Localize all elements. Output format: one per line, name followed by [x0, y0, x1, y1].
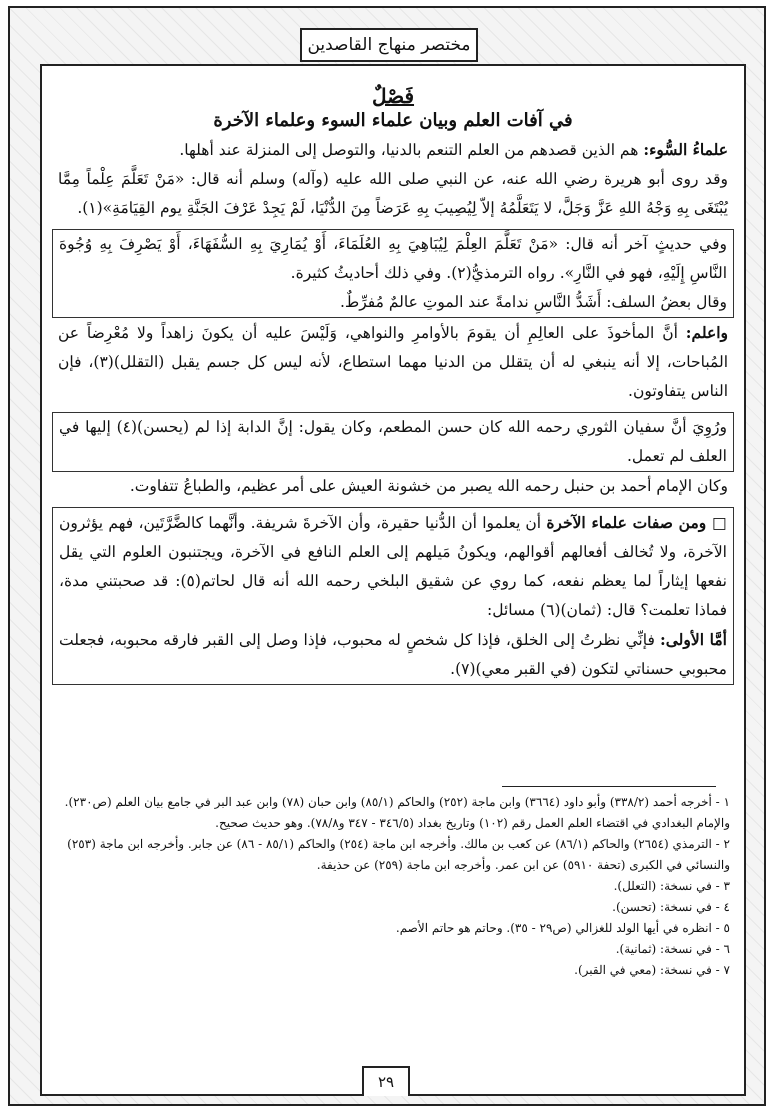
paragraph-7: وكان الإمام أحمد بن حنبل رحمه الله يصبر من خشونة العيش على أمر عظيم، والطباعُ تتفاوت. [129, 477, 728, 495]
footnote: ٧ - في نسخة: (معي في القبر). [574, 963, 730, 977]
paragraph-3: وفي حديثٍ آخر أنه قال: «مَنْ تَعَلَّمَ العِلْمَ لِيُبَاهِيَ بِهِ العُلَمَاءَ، أَوْ يُمَارِيَ بِهِ السُّفَهَاءَ، أَوْ يَصْرِفَ بِهِ وُجُوهَ النَّاسِ إِلَيْهِ، فهو في النَّارِ». رواه الترمذيُّ(٢). وفي ذلك أحاديثُ كثيرة. [59, 235, 727, 282]
keyword: واعلم: [685, 323, 728, 342]
paragraph-text: فإنِّي نظرتُ إلى الخلق، فإذا كل شخصٍ له محبوب، فإذا وصل إلى القبر فارقه محبوبه، فجعلت محبوبي حسناتي لتكون (في القبر معي)(٧). [59, 631, 727, 678]
boxed-text [52, 412, 734, 472]
footnote: ٢ - الترمذي (٢٦٥٤) والحاكم (٨٦/١) عن كعب بن مالك. وأخرجه ابن ماجة (٢٥٤) والحاكم (٨٥/١ - ٨٦) عن جابر. وأخرجه ابن ماجة (٢٥٣) والنسائي في الكبرى (تحفة ٥٩١٠) عن ابن عمر. وأخرجه ابن ماجة (٢٥٩) عن حذيفة. [67, 837, 730, 872]
paragraph-text: هم الذين قصدهم من العلم التنعم بالدنيا، والتوصل إلى المنزلة عند أهلها. [179, 141, 639, 159]
paragraph-2: وقد روى أبو هريرة رضي الله عنه، عن النبي صلى الله عليه (وآله) وسلم أنه قال: «مَنْ تَعَلَّمَ عِلْماً مِمَّا يُبْتَغَى بِهِ وَجْهُ اللهِ عَزَّ وَجَلَّ، لا يَتَعَلَّمُهُ إلاّ لِيُصِيبَ بِهِ عَرَضاً مِنَ الدُّنْيَا، لَمْ يَجِدْ عَرْفَ الجَنَّةِ يوم القِيَامَةِ»(١). [58, 170, 728, 217]
footnotes [56, 792, 730, 981]
paragraph-4: وقال بعضُ السلف: أَشَدُّ النَّاسِ ندامةً عند الموتِ عالمٌ مُفرِّطٌ. [339, 293, 727, 311]
footnote: ٦ - في نسخة: (ثمانية). [615, 942, 730, 956]
boxed-text [52, 507, 734, 685]
footnote: ٣ - في نسخة: (التعلل). [613, 879, 730, 893]
paragraph-9 [59, 625, 727, 684]
footnote: ٥ - انظره في أيها الولد للغزالي (ص٢٩ - ٣٥). وحاتم هو حاتم الأصم. [395, 921, 730, 935]
main-text [44, 70, 742, 685]
footnote: ١ - أخرجه أحمد (٣٣٨/٢) وأبو داود (٣٦٦٤) وابن ماجة (٢٥٢) والحاكم (٨٥/١) وابن حبان (٧٨) وابن عبد البر في جامع بيان العلم (ص٢٣٠). والإمام البغدادي في اقتضاء العلم العمل رقم (١٠٢) وتاريخ بغداد (٣٤٦/٥ - ٣٤٧ و٧٨/٨). وهو حديث صحيح. [64, 795, 730, 830]
paragraph-8 [59, 508, 727, 625]
paragraph-5 [58, 318, 728, 406]
paragraph-text: أنَّ المأخوذَ على العالِمِ أن يقومَ بالأوامرِ والنواهي، وَلَيْسَ عليه أن يكونَ زاهداً ولا مُعْرِضاً عن المُباحات، إلا أنه ينبغي له أن يتقلل من الدنيا مهما استطاع، لأنه ليس كل جسم يقبل (التقلل)(٣)، فإن الناس يتفاوتون. [58, 324, 728, 400]
keyword: علماءُ السُّوء: [643, 140, 728, 159]
paragraph-text: أن يعلموا أن الدُّنيا حقيرة، وأن الآخرةَ شريفة. وأنَّهما كالضَّرَّتَين، فهم يؤثرون الآخرة، ولا تُخالف أفعالهم أقوالهم، ويكونُ مَيلهم إلى العلم النافع في الآخرة، ويجتنبون العلوم التي يقل نفعها إيثاراً لما يعظم نفعه، كما روي عن شقيق البلخي رحمه الله أنه قال لحاتم(٥): قد صحبتني مدة، فماذا تعلمت؟ قال: (ثمان)(٦) مسائل: [59, 514, 727, 619]
keyword: أمَّا الأولى: [660, 630, 727, 649]
section-title: في آفات العلم وبيان علماء السوء وعلماء الآخرة [213, 110, 573, 131]
footnote: ٤ - في نسخة: (تحسن). [612, 900, 730, 914]
book-title: مختصر منهاج القاصدين [300, 28, 478, 62]
page-number: ٢٩ [362, 1066, 410, 1096]
footnote-separator [502, 786, 716, 787]
paragraph-1 [58, 135, 728, 165]
section-label: فَصْلٌ [371, 84, 415, 108]
keyword: □ ومن صفات علماء الآخرة [546, 513, 727, 532]
boxed-hadith [52, 229, 734, 318]
paragraph-6: ورُوِيَ أنَّ سفيان الثوري رحمه الله كان حسن المطعم، وكان يقول: إنَّ الدابة إذا لم (يحسن)(٤) إليها في العلف لم تعمل. [59, 418, 727, 465]
